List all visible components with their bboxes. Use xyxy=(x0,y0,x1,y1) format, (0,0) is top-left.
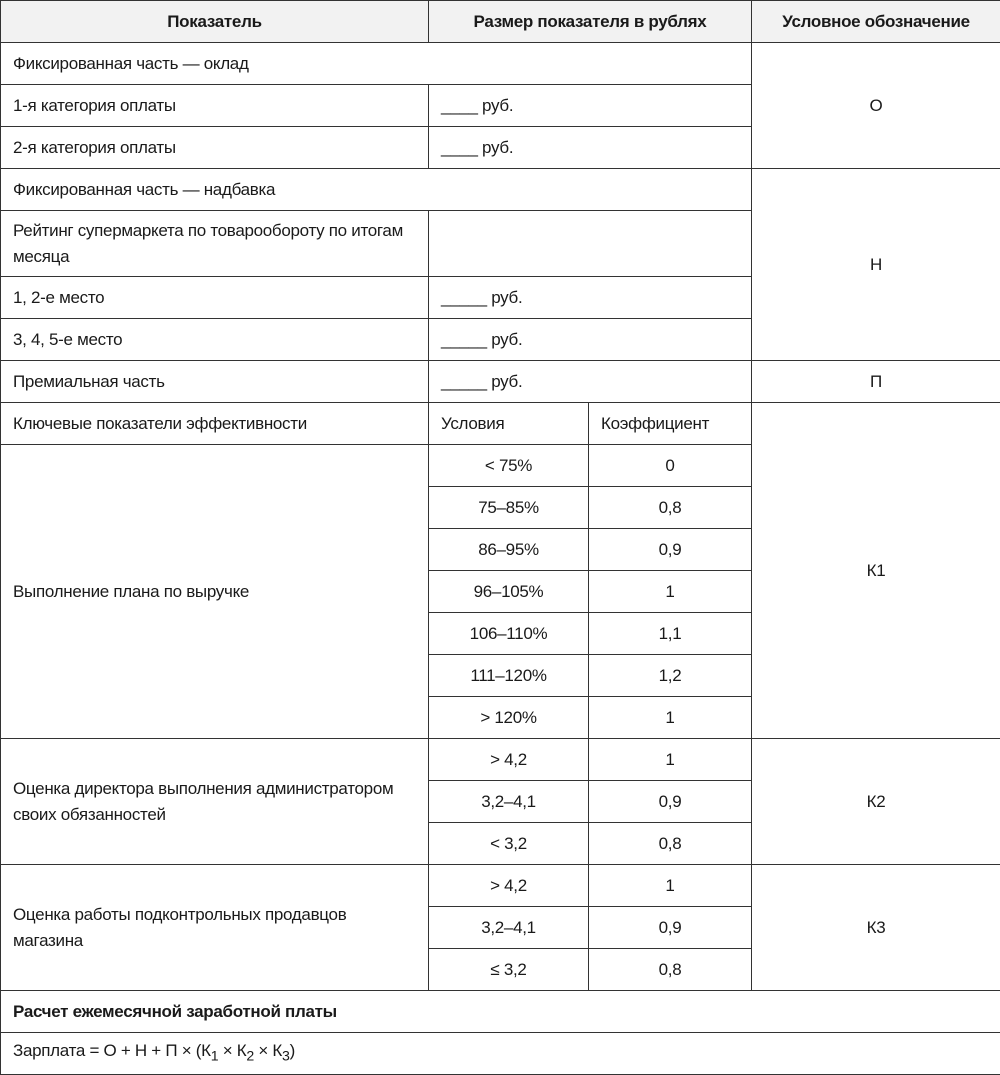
table-row xyxy=(1,739,1000,781)
formula-k1-index: 1 xyxy=(211,1048,219,1064)
header-row xyxy=(1,1,1000,43)
director-coef: 0,9 xyxy=(589,781,752,823)
table-row xyxy=(1,169,1000,211)
director-rating-symbol: К2 xyxy=(752,739,1000,865)
director-coef: 0,8 xyxy=(589,823,752,865)
fixed-salary-label: Фиксированная часть — оклад xyxy=(1,43,752,85)
formula-k3-index: 3 xyxy=(282,1048,290,1064)
revenue-condition: 111–120% xyxy=(429,655,589,697)
director-coef: 1 xyxy=(589,739,752,781)
place-3-5-label: 3, 4, 5-е место xyxy=(1,319,429,361)
premium-symbol: П xyxy=(752,361,1000,403)
table-row xyxy=(1,43,1000,85)
revenue-coef: 0,9 xyxy=(589,529,752,571)
kpi-label: Ключевые показатели эффективности xyxy=(1,403,429,445)
sellers-coef: 1 xyxy=(589,865,752,907)
header-amount: Размер показателя в рублях xyxy=(429,1,752,43)
revenue-coef: 1,2 xyxy=(589,655,752,697)
header-symbol: Условное обозначение xyxy=(752,1,1000,43)
calculation-title-row xyxy=(1,991,1000,1033)
sellers-coef: 0,9 xyxy=(589,907,752,949)
fixed-bonus-label: Фиксированная часть — надбавка xyxy=(1,169,752,211)
director-condition: 3,2–4,1 xyxy=(429,781,589,823)
table-row xyxy=(1,865,1000,907)
revenue-condition: 86–95% xyxy=(429,529,589,571)
sellers-coef: 0,8 xyxy=(589,949,752,991)
revenue-condition: 96–105% xyxy=(429,571,589,613)
place-3-5-amount: _____ руб. xyxy=(429,319,752,361)
sellers-condition: 3,2–4,1 xyxy=(429,907,589,949)
place-1-2-label: 1, 2-е место xyxy=(1,277,429,319)
kpi-conditions-header: Условия xyxy=(429,403,589,445)
director-condition: < 3,2 xyxy=(429,823,589,865)
category-2-amount: ____ руб. xyxy=(429,127,752,169)
category-2-label: 2-я категория оплаты xyxy=(1,127,429,169)
sellers-condition: > 4,2 xyxy=(429,865,589,907)
rating-label: Рейтинг супермаркета по товарообороту по итогам месяца xyxy=(1,211,429,277)
rating-amount-empty xyxy=(429,211,752,277)
premium-amount: _____ руб. xyxy=(429,361,752,403)
kpi-coefficient-header: Коэффициент xyxy=(589,403,752,445)
kpi-symbol: К1 xyxy=(752,403,1000,739)
revenue-coef: 1 xyxy=(589,697,752,739)
fixed-bonus-symbol: Н xyxy=(752,169,1000,361)
director-condition: > 4,2 xyxy=(429,739,589,781)
revenue-condition: 75–85% xyxy=(429,487,589,529)
sellers-rating-label: Оценка работы подконтрольных продавцов магазина xyxy=(1,865,429,991)
revenue-coef: 1 xyxy=(589,571,752,613)
revenue-coef: 0,8 xyxy=(589,487,752,529)
header-indicator: Показатель xyxy=(1,1,429,43)
revenue-condition: < 75% xyxy=(429,445,589,487)
place-1-2-amount: _____ руб. xyxy=(429,277,752,319)
director-rating-label: Оценка директора выполнения администратором своих обязанностей xyxy=(1,739,429,865)
revenue-coef: 1,1 xyxy=(589,613,752,655)
formula-text: Зарплата = О + Н + П × (К xyxy=(13,1041,211,1060)
calculation-formula: Зарплата = $О + Н + П \times (К_1 \times К_2 \times К_3)$ xyxy=(1,1033,1000,1075)
sellers-condition: ≤ 3,2 xyxy=(429,949,589,991)
revenue-condition: 106–110% xyxy=(429,613,589,655)
calculation-title: Расчет ежемесячной заработной платы xyxy=(1,991,1000,1033)
revenue-condition: > 120% xyxy=(429,697,589,739)
revenue-coef: 0 xyxy=(589,445,752,487)
category-1-label: 1-я категория оплаты xyxy=(1,85,429,127)
calculation-formula-row xyxy=(1,1033,1000,1075)
formula-k2-index: 2 xyxy=(246,1048,254,1064)
fixed-salary-symbol: О xyxy=(752,43,1000,169)
category-1-amount: ____ руб. xyxy=(429,85,752,127)
sellers-rating-symbol: К3 xyxy=(752,865,1000,991)
revenue-label: Выполнение плана по выручке xyxy=(1,445,429,739)
premium-label: Премиальная часть xyxy=(1,361,429,403)
table-row xyxy=(1,403,1000,445)
table-row xyxy=(1,361,1000,403)
